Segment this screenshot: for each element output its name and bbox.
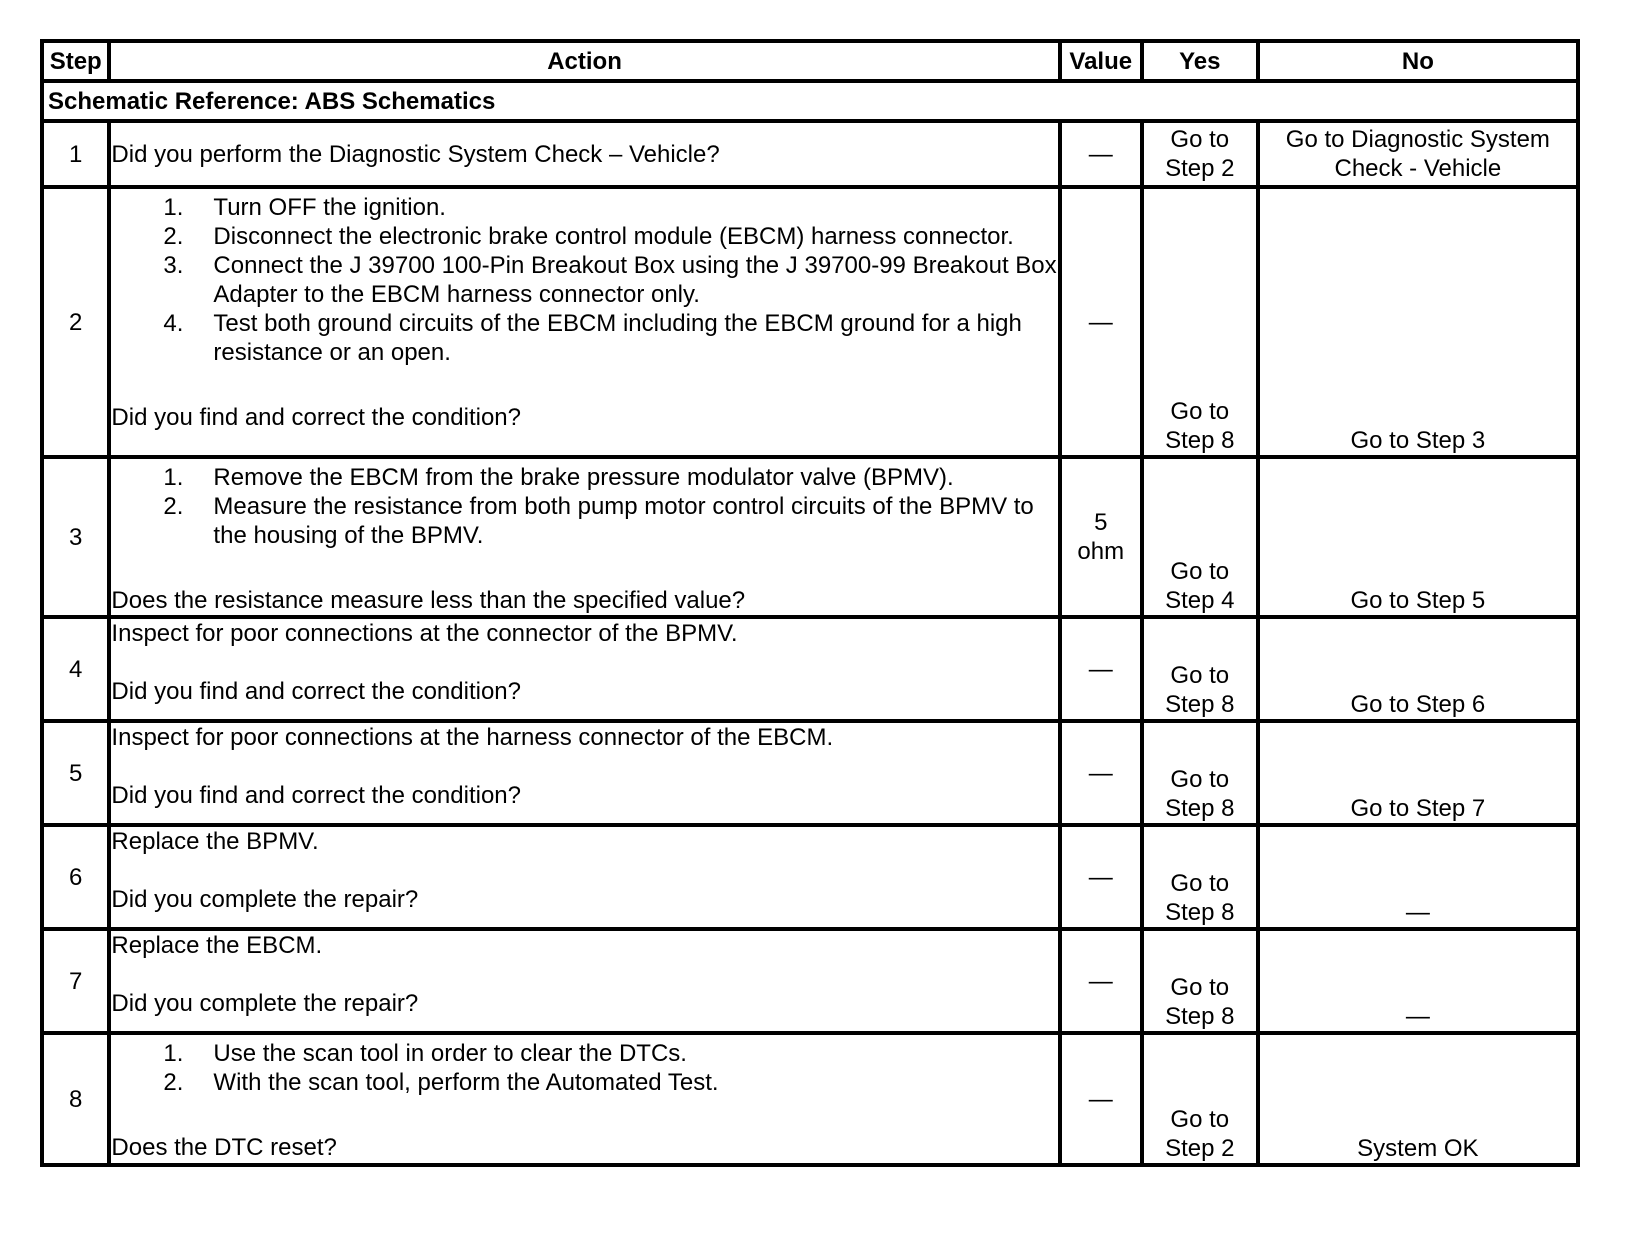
step-number: 8 <box>42 1033 109 1165</box>
action-cell <box>109 617 1059 721</box>
header-action: Action <box>109 41 1059 81</box>
yes-cell: Go to Step 8 <box>1142 929 1258 1033</box>
no-cell: — <box>1258 929 1578 1033</box>
action-question: Did you perform the Diagnostic System Check – Vehicle? <box>111 140 720 168</box>
schematic-reference: Schematic Reference: ABS Schematics <box>42 81 1578 121</box>
value-cell: 5 ohm <box>1060 457 1142 617</box>
no-cell: Go to Step 3 <box>1258 187 1578 457</box>
action-question: Does the DTC reset? <box>111 1134 337 1161</box>
action-step-item: 1. Remove the EBCM from the brake pressure modulator valve (BPMV). <box>163 464 954 491</box>
yes-cell: Go to Step 8 <box>1142 617 1258 721</box>
action-intro: Replace the EBCM. <box>111 932 323 959</box>
action-question: Did you complete the repair? <box>111 886 419 913</box>
action-step-item: 4. Test both ground circuits of the EBCM including the EBCM ground for a high resistance or an open. <box>163 310 1022 366</box>
diagnostic-table <box>40 39 1580 1167</box>
value-cell: — <box>1060 187 1142 457</box>
step-number: 7 <box>42 929 109 1033</box>
no-cell: Go to Step 7 <box>1258 721 1578 825</box>
yes-cell: Go to Step 8 <box>1142 187 1258 457</box>
header-yes: Yes <box>1142 41 1258 81</box>
no-cell: Go to Step 5 <box>1258 457 1578 617</box>
action-cell <box>109 721 1059 825</box>
action-cell <box>109 457 1059 617</box>
action-step-item: 2. Measure the resistance from both pump motor control circuits of the BPMV to the housing of the BPMV. <box>163 493 1034 549</box>
table-row <box>42 825 1578 929</box>
action-intro: Replace the BPMV. <box>111 828 319 855</box>
header-row <box>42 41 1578 81</box>
action-intro: Inspect for poor connections at the connector of the BPMV. <box>111 620 738 647</box>
header-step: Step <box>42 41 109 81</box>
table-row <box>42 721 1578 825</box>
action-intro: Inspect for poor connections at the harness connector of the EBCM. <box>111 724 834 751</box>
action-cell <box>109 825 1059 929</box>
yes-cell: Go to Step 8 <box>1142 825 1258 929</box>
table-row <box>42 929 1578 1033</box>
header-value: Value <box>1060 41 1142 81</box>
no-cell: System OK <box>1258 1033 1578 1165</box>
value-cell: — <box>1060 825 1142 929</box>
step-number: 6 <box>42 825 109 929</box>
table-row <box>42 457 1578 617</box>
action-steps <box>111 1039 1057 1097</box>
action-step-item: 3. Connect the J 39700 100-Pin Breakout Box using the J 39700-99 Breakout Box Adapter to the EBCM harness connector only. <box>163 252 1057 308</box>
action-question: Did you find and correct the condition? <box>111 404 522 431</box>
no-cell: Go to Diagnostic System Check - Vehicle <box>1258 121 1578 187</box>
action-step-item: 1. Turn OFF the ignition. <box>163 194 446 221</box>
action-cell <box>109 121 1059 187</box>
value-cell: — <box>1060 1033 1142 1165</box>
action-question: Did you find and correct the condition? <box>111 782 522 809</box>
table-row <box>42 121 1578 187</box>
step-number: 2 <box>42 187 109 457</box>
action-step-item: 2. With the scan tool, perform the Automated Test. <box>163 1069 719 1096</box>
action-question: Did you complete the repair? <box>111 990 419 1017</box>
action-steps <box>111 193 1057 367</box>
step-number: 5 <box>42 721 109 825</box>
table-row <box>42 187 1578 457</box>
action-step-item: 1. Use the scan tool in order to clear the DTCs. <box>163 1040 687 1067</box>
yes-cell: Go to Step 4 <box>1142 457 1258 617</box>
no-cell: — <box>1258 825 1578 929</box>
yes-cell: Go to Step 8 <box>1142 721 1258 825</box>
action-cell <box>109 187 1059 457</box>
action-steps <box>111 463 1057 550</box>
yes-cell: Go to Step 2 <box>1142 121 1258 187</box>
step-number: 1 <box>42 121 109 187</box>
yes-cell: Go to Step 2 <box>1142 1033 1258 1165</box>
action-question: Does the resistance measure less than the specified value? <box>111 587 746 614</box>
action-step-item: 2. Disconnect the electronic brake control module (EBCM) harness connector. <box>163 223 1014 250</box>
value-cell: — <box>1060 721 1142 825</box>
value-cell: — <box>1060 929 1142 1033</box>
value-cell: — <box>1060 121 1142 187</box>
action-cell <box>109 1033 1059 1165</box>
step-number: 3 <box>42 457 109 617</box>
no-cell: Go to Step 6 <box>1258 617 1578 721</box>
action-question: Did you find and correct the condition? <box>111 678 522 705</box>
table-row <box>42 1033 1578 1165</box>
schematic-reference-row <box>42 81 1578 121</box>
action-cell <box>109 929 1059 1033</box>
step-number: 4 <box>42 617 109 721</box>
value-cell: — <box>1060 617 1142 721</box>
table-row <box>42 617 1578 721</box>
header-no: No <box>1258 41 1578 81</box>
